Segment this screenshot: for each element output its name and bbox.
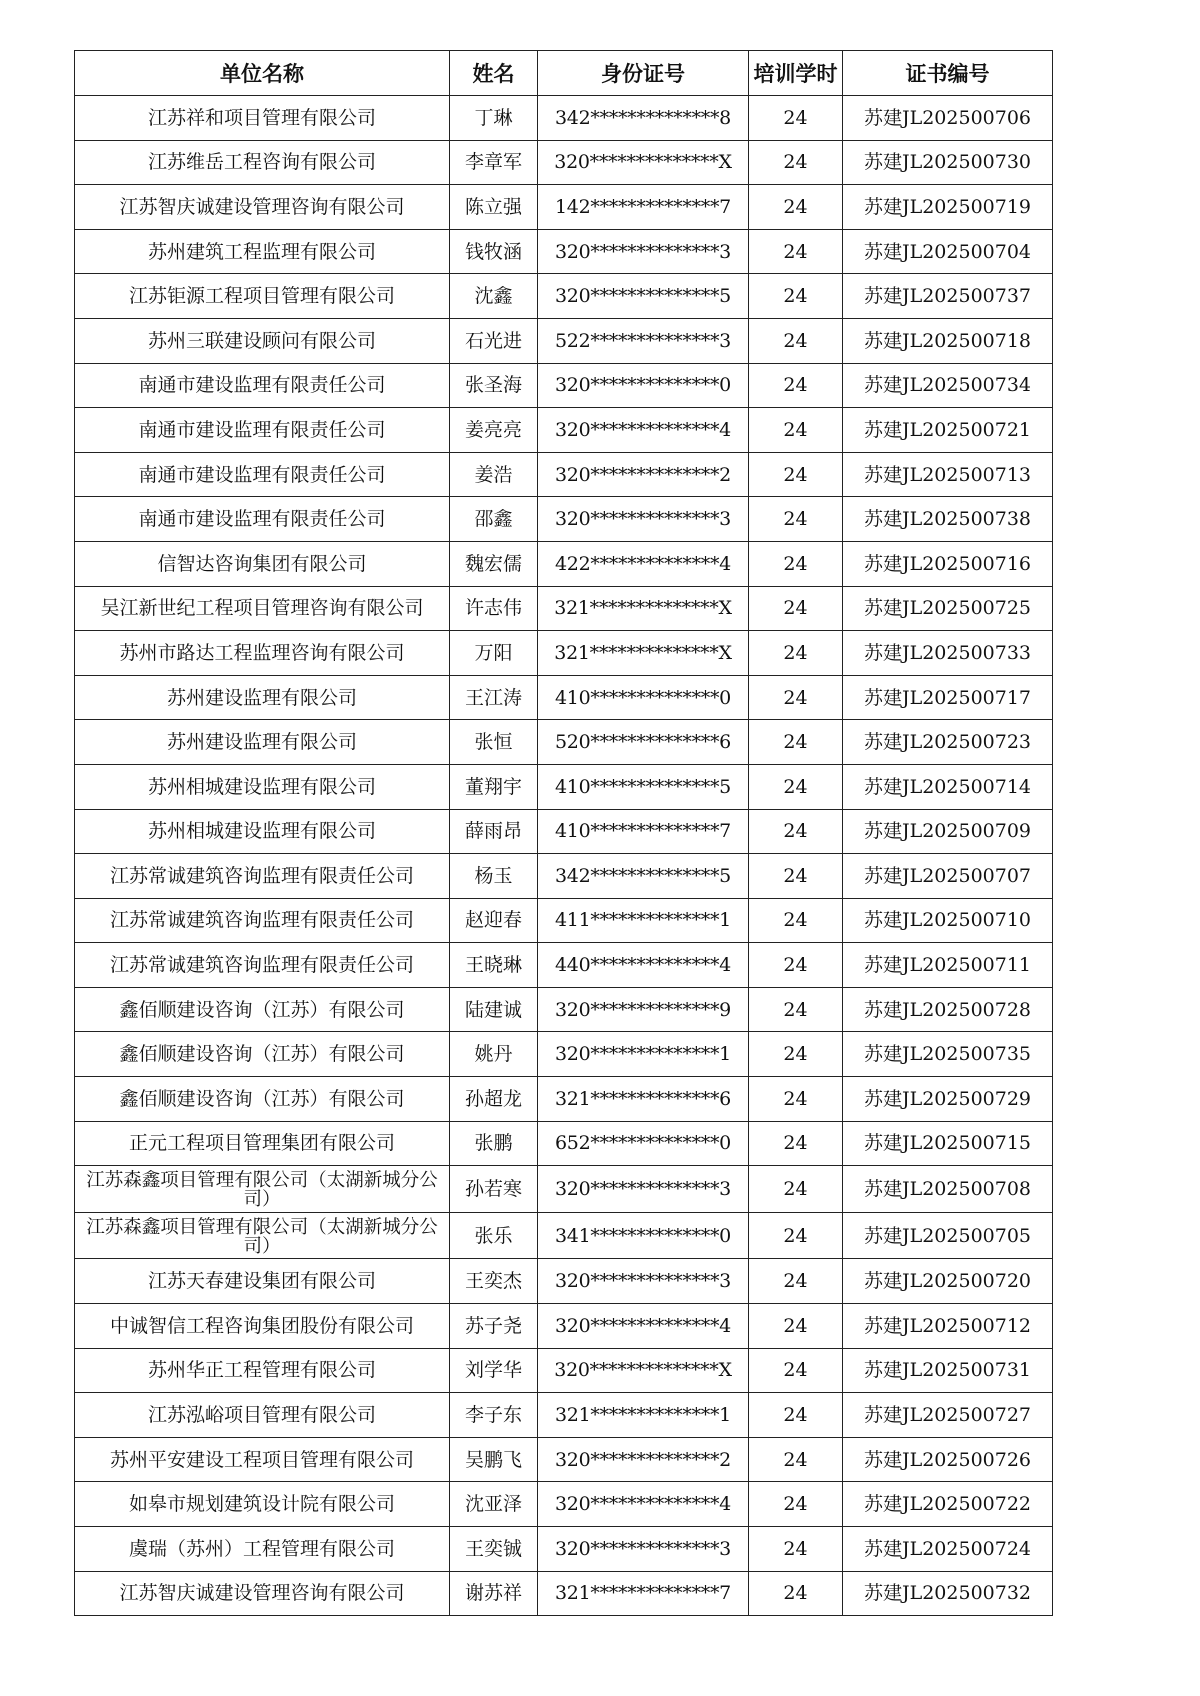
cell-person-name: 许志伟: [450, 586, 538, 631]
cell-certificate-number: 苏建JL202500725: [843, 586, 1053, 631]
cell-certificate-number: 苏建JL202500705: [843, 1212, 1053, 1259]
cell-unit-name: 江苏维岳工程咨询有限公司: [75, 140, 450, 185]
cell-unit-name: 苏州华正工程管理有限公司: [75, 1348, 450, 1393]
cell-unit-name: 江苏天春建设集团有限公司: [75, 1259, 450, 1304]
cell-unit-name: 江苏钜源工程项目管理有限公司: [75, 274, 450, 319]
header-person-name: 姓名: [450, 51, 538, 96]
cell-certificate-number: 苏建JL202500706: [843, 96, 1053, 141]
cell-unit-name: 苏州市路达工程监理咨询有限公司: [75, 631, 450, 676]
table-row: [75, 1077, 1053, 1122]
table-row: [75, 452, 1053, 497]
table-row: [75, 1032, 1053, 1077]
cell-training-hours: 24: [749, 631, 843, 676]
cell-id-number: 320**************3: [538, 1527, 749, 1572]
cell-unit-name: 正元工程项目管理集团有限公司: [75, 1121, 450, 1166]
cell-certificate-number: 苏建JL202500737: [843, 274, 1053, 319]
table-row: [75, 987, 1053, 1032]
cell-person-name: 李章军: [450, 140, 538, 185]
cell-training-hours: 24: [749, 1166, 843, 1213]
cell-certificate-number: 苏建JL202500730: [843, 140, 1053, 185]
cell-unit-name: 鑫佰顺建设咨询（江苏）有限公司: [75, 1032, 450, 1077]
cell-unit-name: 南通市建设监理有限责任公司: [75, 363, 450, 408]
cell-training-hours: 24: [749, 185, 843, 230]
cell-id-number: 320**************3: [538, 229, 749, 274]
cell-training-hours: 24: [749, 764, 843, 809]
table-row: [75, 854, 1053, 899]
cell-person-name: 姜亮亮: [450, 408, 538, 453]
cell-id-number: 520**************6: [538, 720, 749, 765]
cell-training-hours: 24: [749, 675, 843, 720]
cell-unit-name: 信智达咨询集团有限公司: [75, 541, 450, 586]
cell-unit-name: 江苏常诚建筑咨询监理有限责任公司: [75, 898, 450, 943]
cell-id-number: 320**************4: [538, 1482, 749, 1527]
cell-id-number: 320**************4: [538, 1304, 749, 1349]
table-row: [75, 1527, 1053, 1572]
cell-certificate-number: 苏建JL202500728: [843, 987, 1053, 1032]
cell-person-name: 董翔宇: [450, 764, 538, 809]
table-row: [75, 185, 1053, 230]
cell-person-name: 吴鹏飞: [450, 1437, 538, 1482]
table-row: [75, 408, 1053, 453]
table-row: [75, 497, 1053, 542]
cell-person-name: 谢苏祥: [450, 1571, 538, 1616]
cell-unit-name: 江苏常诚建筑咨询监理有限责任公司: [75, 943, 450, 988]
cell-id-number: 320**************3: [538, 1166, 749, 1213]
cell-id-number: 341**************0: [538, 1212, 749, 1259]
cell-training-hours: 24: [749, 1527, 843, 1572]
table-row: [75, 943, 1053, 988]
header-row: [75, 51, 1053, 96]
cell-id-number: 321**************1: [538, 1393, 749, 1438]
cell-unit-name: 苏州建设监理有限公司: [75, 720, 450, 765]
table-row: [75, 318, 1053, 363]
cell-unit-name: 苏州相城建设监理有限公司: [75, 764, 450, 809]
header-id-number: 身份证号: [538, 51, 749, 96]
cell-id-number: 422**************4: [538, 541, 749, 586]
cell-training-hours: 24: [749, 1032, 843, 1077]
cell-certificate-number: 苏建JL202500716: [843, 541, 1053, 586]
cell-training-hours: 24: [749, 943, 843, 988]
table-row: [75, 274, 1053, 319]
training-roster-table: [74, 50, 1053, 1616]
cell-training-hours: 24: [749, 987, 843, 1032]
cell-unit-name: 虞瑞（苏州）工程管理有限公司: [75, 1527, 450, 1572]
header-certificate-number: 证书编号: [843, 51, 1053, 96]
cell-unit-name: 苏州建设监理有限公司: [75, 675, 450, 720]
table-row: [75, 1304, 1053, 1349]
cell-training-hours: 24: [749, 1121, 843, 1166]
cell-person-name: 李子东: [450, 1393, 538, 1438]
cell-id-number: 321**************7: [538, 1571, 749, 1616]
cell-person-name: 钱牧涵: [450, 229, 538, 274]
cell-training-hours: 24: [749, 1259, 843, 1304]
cell-id-number: 321**************X: [538, 586, 749, 631]
cell-id-number: 320**************5: [538, 274, 749, 319]
cell-certificate-number: 苏建JL202500722: [843, 1482, 1053, 1527]
cell-unit-name: 江苏泓峪项目管理有限公司: [75, 1393, 450, 1438]
cell-certificate-number: 苏建JL202500717: [843, 675, 1053, 720]
cell-certificate-number: 苏建JL202500711: [843, 943, 1053, 988]
cell-certificate-number: 苏建JL202500720: [843, 1259, 1053, 1304]
cell-id-number: 320**************0: [538, 363, 749, 408]
cell-unit-name: 江苏森鑫项目管理有限公司（太湖新城分公司）: [75, 1166, 450, 1213]
cell-unit-name: 鑫佰顺建设咨询（江苏）有限公司: [75, 987, 450, 1032]
cell-person-name: 姚丹: [450, 1032, 538, 1077]
cell-training-hours: 24: [749, 854, 843, 899]
cell-id-number: 320**************4: [538, 408, 749, 453]
table-row: [75, 631, 1053, 676]
cell-id-number: 342**************8: [538, 96, 749, 141]
cell-unit-name: 苏州相城建设监理有限公司: [75, 809, 450, 854]
cell-person-name: 沈鑫: [450, 274, 538, 319]
cell-training-hours: 24: [749, 1304, 843, 1349]
cell-training-hours: 24: [749, 1393, 843, 1438]
cell-certificate-number: 苏建JL202500710: [843, 898, 1053, 943]
cell-id-number: 410**************0: [538, 675, 749, 720]
cell-certificate-number: 苏建JL202500723: [843, 720, 1053, 765]
table-row: [75, 1393, 1053, 1438]
cell-person-name: 陆建诚: [450, 987, 538, 1032]
cell-person-name: 张圣海: [450, 363, 538, 408]
cell-training-hours: 24: [749, 1437, 843, 1482]
cell-certificate-number: 苏建JL202500708: [843, 1166, 1053, 1213]
table-row: [75, 764, 1053, 809]
cell-training-hours: 24: [749, 363, 843, 408]
cell-certificate-number: 苏建JL202500707: [843, 854, 1053, 899]
cell-id-number: 320**************9: [538, 987, 749, 1032]
cell-certificate-number: 苏建JL202500732: [843, 1571, 1053, 1616]
table-row: [75, 1437, 1053, 1482]
cell-certificate-number: 苏建JL202500704: [843, 229, 1053, 274]
table-row: [75, 140, 1053, 185]
cell-person-name: 陈立强: [450, 185, 538, 230]
header-training-hours: 培训学时: [749, 51, 843, 96]
cell-certificate-number: 苏建JL202500715: [843, 1121, 1053, 1166]
cell-unit-name: 南通市建设监理有限责任公司: [75, 408, 450, 453]
cell-certificate-number: 苏建JL202500718: [843, 318, 1053, 363]
cell-unit-name: 江苏常诚建筑咨询监理有限责任公司: [75, 854, 450, 899]
cell-certificate-number: 苏建JL202500726: [843, 1437, 1053, 1482]
cell-id-number: 652**************0: [538, 1121, 749, 1166]
cell-unit-name: 苏州平安建设工程项目管理有限公司: [75, 1437, 450, 1482]
table-row: [75, 363, 1053, 408]
cell-person-name: 张鹏: [450, 1121, 538, 1166]
cell-certificate-number: 苏建JL202500734: [843, 363, 1053, 408]
cell-unit-name: 如皋市规划建筑设计院有限公司: [75, 1482, 450, 1527]
cell-person-name: 丁琳: [450, 96, 538, 141]
table-row: [75, 1571, 1053, 1616]
cell-training-hours: 24: [749, 452, 843, 497]
cell-person-name: 王晓琳: [450, 943, 538, 988]
cell-certificate-number: 苏建JL202500712: [843, 1304, 1053, 1349]
cell-person-name: 王奕杰: [450, 1259, 538, 1304]
cell-person-name: 石光进: [450, 318, 538, 363]
cell-unit-name: 鑫佰顺建设咨询（江苏）有限公司: [75, 1077, 450, 1122]
cell-person-name: 张恒: [450, 720, 538, 765]
cell-unit-name: 吴江新世纪工程项目管理咨询有限公司: [75, 586, 450, 631]
cell-id-number: 321**************6: [538, 1077, 749, 1122]
cell-id-number: 440**************4: [538, 943, 749, 988]
cell-person-name: 孙超龙: [450, 1077, 538, 1122]
table-row: [75, 541, 1053, 586]
cell-id-number: 410**************7: [538, 809, 749, 854]
cell-certificate-number: 苏建JL202500719: [843, 185, 1053, 230]
cell-id-number: 320**************X: [538, 140, 749, 185]
cell-person-name: 赵迎春: [450, 898, 538, 943]
cell-certificate-number: 苏建JL202500729: [843, 1077, 1053, 1122]
cell-training-hours: 24: [749, 408, 843, 453]
cell-training-hours: 24: [749, 318, 843, 363]
cell-unit-name: 中诚智信工程咨询集团股份有限公司: [75, 1304, 450, 1349]
cell-person-name: 王奕铖: [450, 1527, 538, 1572]
cell-certificate-number: 苏建JL202500709: [843, 809, 1053, 854]
cell-id-number: 320**************X: [538, 1348, 749, 1393]
cell-id-number: 142**************7: [538, 185, 749, 230]
cell-id-number: 320**************2: [538, 452, 749, 497]
cell-id-number: 320**************2: [538, 1437, 749, 1482]
table-row: [75, 1166, 1053, 1213]
cell-training-hours: 24: [749, 720, 843, 765]
cell-person-name: 万阳: [450, 631, 538, 676]
cell-person-name: 杨玉: [450, 854, 538, 899]
cell-training-hours: 24: [749, 809, 843, 854]
cell-unit-name: 南通市建设监理有限责任公司: [75, 497, 450, 542]
table-row: [75, 1259, 1053, 1304]
cell-training-hours: 24: [749, 898, 843, 943]
cell-person-name: 苏子尧: [450, 1304, 538, 1349]
roster-body: [75, 96, 1053, 1616]
cell-training-hours: 24: [749, 1212, 843, 1259]
cell-id-number: 522**************3: [538, 318, 749, 363]
table-row: [75, 809, 1053, 854]
cell-unit-name: 苏州建筑工程监理有限公司: [75, 229, 450, 274]
cell-person-name: 孙若寒: [450, 1166, 538, 1213]
cell-training-hours: 24: [749, 586, 843, 631]
cell-id-number: 320**************3: [538, 1259, 749, 1304]
cell-certificate-number: 苏建JL202500735: [843, 1032, 1053, 1077]
cell-id-number: 411**************1: [538, 898, 749, 943]
cell-person-name: 姜浩: [450, 452, 538, 497]
cell-certificate-number: 苏建JL202500721: [843, 408, 1053, 453]
cell-unit-name: 江苏祥和项目管理有限公司: [75, 96, 450, 141]
cell-training-hours: 24: [749, 274, 843, 319]
table-row: [75, 1348, 1053, 1393]
cell-person-name: 沈亚泽: [450, 1482, 538, 1527]
cell-training-hours: 24: [749, 96, 843, 141]
cell-unit-name: 江苏森鑫项目管理有限公司（太湖新城分公司）: [75, 1212, 450, 1259]
cell-id-number: 410**************5: [538, 764, 749, 809]
cell-person-name: 刘学华: [450, 1348, 538, 1393]
table-row: [75, 586, 1053, 631]
table-row: [75, 675, 1053, 720]
cell-person-name: 王江涛: [450, 675, 538, 720]
cell-training-hours: 24: [749, 1077, 843, 1122]
cell-training-hours: 24: [749, 140, 843, 185]
cell-id-number: 320**************3: [538, 497, 749, 542]
cell-unit-name: 苏州三联建设顾问有限公司: [75, 318, 450, 363]
cell-training-hours: 24: [749, 1482, 843, 1527]
cell-id-number: 321**************X: [538, 631, 749, 676]
cell-certificate-number: 苏建JL202500724: [843, 1527, 1053, 1572]
table-row: [75, 898, 1053, 943]
cell-id-number: 320**************1: [538, 1032, 749, 1077]
cell-person-name: 张乐: [450, 1212, 538, 1259]
table-row: [75, 720, 1053, 765]
header-unit-name: 单位名称: [75, 51, 450, 96]
table-row: [75, 96, 1053, 141]
cell-training-hours: 24: [749, 1571, 843, 1616]
cell-certificate-number: 苏建JL202500738: [843, 497, 1053, 542]
table-row: [75, 1482, 1053, 1527]
cell-certificate-number: 苏建JL202500727: [843, 1393, 1053, 1438]
cell-person-name: 魏宏儒: [450, 541, 538, 586]
table-row: [75, 1212, 1053, 1259]
cell-person-name: 邵鑫: [450, 497, 538, 542]
cell-unit-name: 南通市建设监理有限责任公司: [75, 452, 450, 497]
cell-person-name: 薛雨昂: [450, 809, 538, 854]
cell-unit-name: 江苏智庆诚建设管理咨询有限公司: [75, 1571, 450, 1616]
table-row: [75, 229, 1053, 274]
cell-training-hours: 24: [749, 229, 843, 274]
cell-certificate-number: 苏建JL202500731: [843, 1348, 1053, 1393]
cell-training-hours: 24: [749, 1348, 843, 1393]
cell-id-number: 342**************5: [538, 854, 749, 899]
cell-training-hours: 24: [749, 541, 843, 586]
cell-training-hours: 24: [749, 497, 843, 542]
cell-unit-name: 江苏智庆诚建设管理咨询有限公司: [75, 185, 450, 230]
cell-certificate-number: 苏建JL202500714: [843, 764, 1053, 809]
table-row: [75, 1121, 1053, 1166]
cell-certificate-number: 苏建JL202500733: [843, 631, 1053, 676]
cell-certificate-number: 苏建JL202500713: [843, 452, 1053, 497]
